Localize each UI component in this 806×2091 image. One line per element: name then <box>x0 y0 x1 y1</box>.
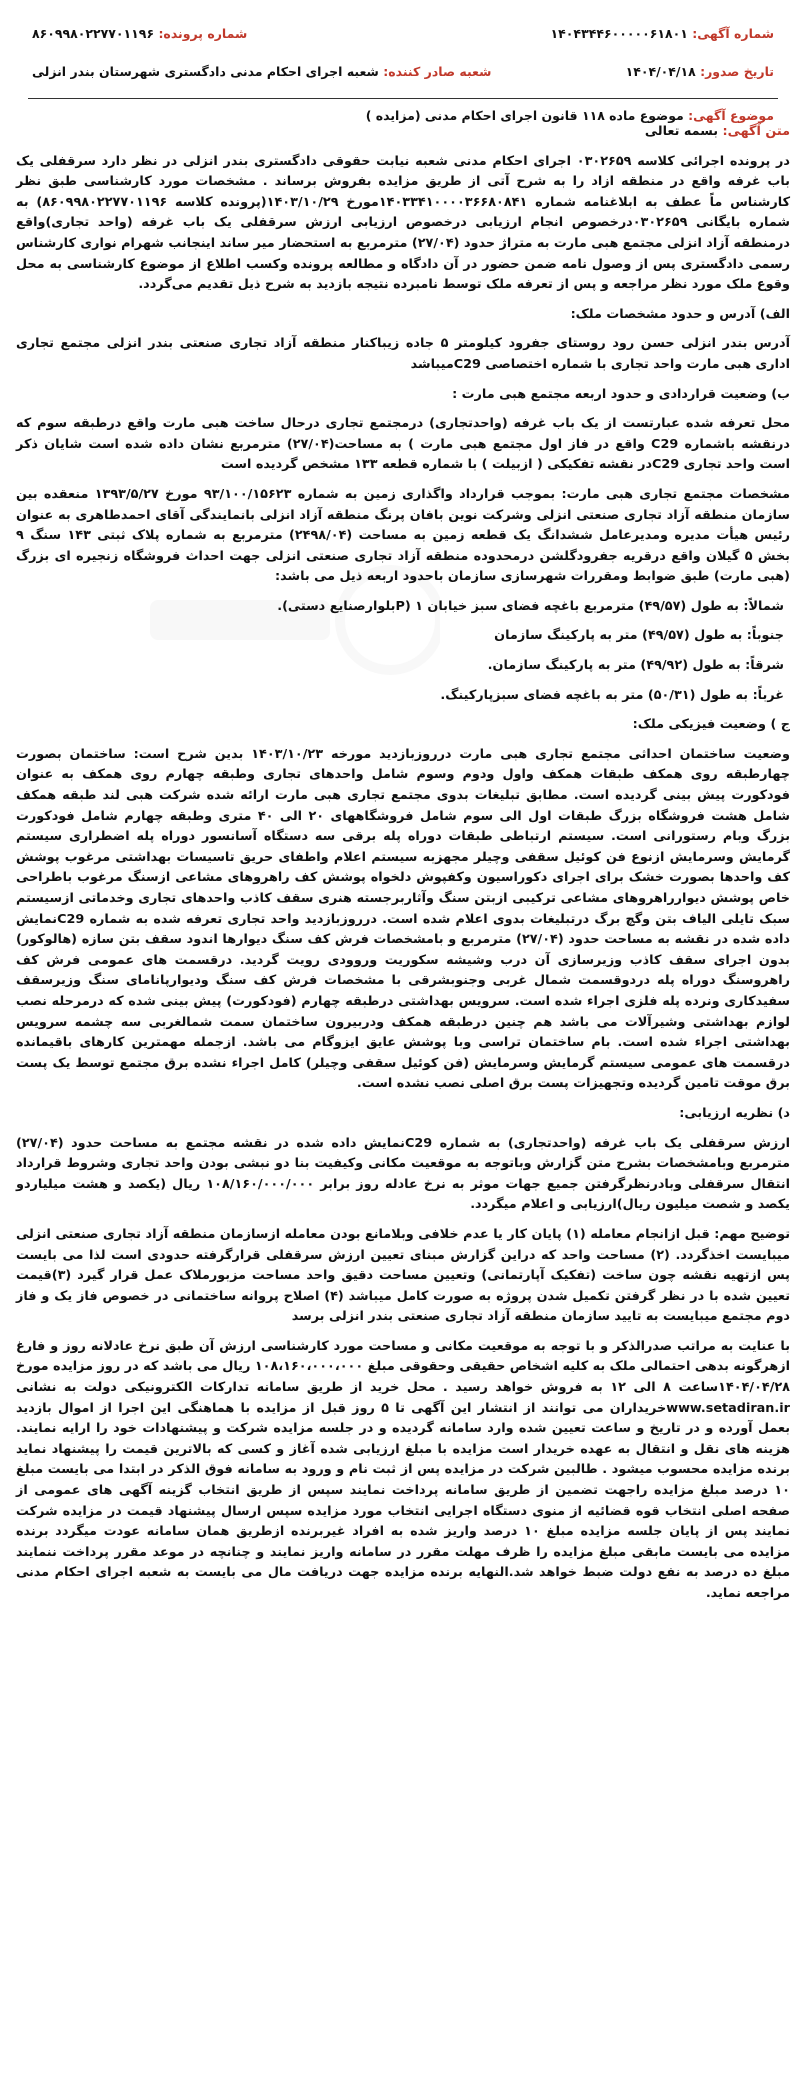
section-b-title: ب) وضعیت قراردادی و حدود اربعه مجتمع هبی مارت : <box>452 386 790 402</box>
closing-paragraph: با عنایت به مراتب صدرالذکر و با توجه به موقعیت مکانی و مساحت مورد کارشناسی ارزش آن طبق نرخ عادلانه روز و فارغ ازهرگونه بدهی احتمالی ملک به کلیه اشخاص حقیقی وحقوقی مبلغ ۱۰۸،۱۶۰،۰۰۰،۰۰۰ ریال می باشد که در روز مزایده مورخ ۱۴۰۴/۰۴/۲۸ساعت ۸ الی ۱۲ به فروش خواهد رسید . محل خرید از طریق سامانه تدارکات الکترونیکی دولت به نشانی www.setadiran.irخریداران می توانند از انتشار این آگهی تا ۵ روز قبل از مزایده با هماهنگی این اجرا از اموال بازدید بعمل آورده و در تاریخ و ساعت تعیین شده وارد سامانه گردیده و در جلسه مزایده شرکت و پیشنهادات خود را ارایه نمایند. هزینه های نقل و انتقال به عهده خریدار است مزایده با مبلغ ارزیابی شده آغاز و کسی که بالاترین قیمت را پیشنهاد نماید برنده مزایده محسوب میشود . طالبین شرکت در مزایده پس از ثبت نام و ورود به سامانه فوق الذکر در ابتدا می بایست مبلغ ۱۰ درصد مبلغ مزایده راجهت تضمین از طریق سامانه پرداخت نمایند سپس از طریق انتخاب گزینه آگهی های عمومی از صفحه اصلی انتخاب قوه قضائیه از منوی دستگاه اجرایی انتخاب مورد مزایده سپس ارسال پیشنهاد قیمت در مزایده شرکت نمایند پس از پایان جلسه مزایده مبلغ ۱۰ درصد واریز شده به افراد غیربرنده ازطریق همان سامانه عودت میگردد برنده مزایده می بایست مابقی مبلغ مزایده را ظرف مهلت مقرر در سامانه واریز نمایند و چنانچه در موعد مقرر پرداخت ننمایند مبلغ ده درصد به نفع دولت ضبط خواهد شد.النهایه برنده مزایده جهت دریافت مال می بایست به شعبه اجرای احکام مدنی مراجعه نماید. <box>16 1338 791 1601</box>
ad-number-label: شماره آگهی: <box>692 26 774 41</box>
notice-header <box>16 16 790 126</box>
issue-date-value: ۱۴۰۴/۰۴/۱۸ <box>625 64 696 79</box>
subject-label: موضوع آگهی: <box>688 108 774 123</box>
case-number <box>32 26 247 41</box>
header-divider <box>28 98 778 99</box>
issue-date-label: تاریخ صدور: <box>700 64 774 79</box>
ad-number <box>551 26 774 41</box>
bound-north: شمالاً: به طول (۴۹/۵۷) مترمربع باغچه فضای سبز خیابان ۱ (Pبلوارصنایع دستی). <box>277 598 784 614</box>
case-number-value: ۸۶۰۹۹۸۰۲۲۷۷۰۱۱۹۶ <box>32 26 155 41</box>
bound-west: غرباً: به طول (۵۰/۳۱) متر به باغچه فضای سبزپارکینگ. <box>440 687 784 703</box>
notice-body <box>16 122 790 1614</box>
section-a-body: آدرس بندر انزلی حسن رود روستای جفرود کیلومتر ۵ جاده زیباکنار منطقه آزاد تجاری صنعتی بندر انزلی مجتمع تجاری اداری هبی مارت واحد تجاری با شماره اختصاصی C29میباشد <box>16 336 790 372</box>
intro-paragraph: در پرونده اجرائی کلاسه ۰۳۰۲۶۵۹ اجرای احکام مدنی شعبه نیابت حقوقی دادگستری بندر انزلی در نظر دارد سرقفلی یک باب غرفه واقع در منطقه ازاد را به شرح آتی از طریق مزایده بفروش برساند . مشخصات مورد کارشناسی طبق نظر کارشناس ماً عطف به ابلاغنامه شماره ۱۴۰۳۳۴۱۰۰۰۰۳۶۶۸۰۸۴۱مورخ ۱۴۰۳/۱۰/۲۹(پرونده کلاسه ۸۶۰۹۹۸۰۲۲۷۷۰۱۱۹۶) به شماره بایگانی ۰۳۰۲۶۵۹درخصوص انجام ارزیابی درخصوص ارزیابی ارزش سرقفلی یک باب غرفه (واحد تجاری)واقع درمنطقه آزاد انزلی مجتمع هبی مارت به متراژ حدود (۲۷/۰۴) مترمربع به استحضار میر ساند اینجانب شهرام نواری کارشناس رسمی دادگستری پس از وصول نامه ضمن حضور در آن دادگاه و مطالعه پرونده وکسب اطلاع از موضوع کارشناسی به محل وقوع ملک مورد نظر مراجعه و پس از تعرفه ملک توسط نامبرده نتیجه بازدید به شرح ذیل تقدیم می‌گردد. <box>16 153 791 293</box>
section-c-body: وضعیت ساختمان احداثی مجتمع تجاری هبی مارت درروزبازدید مورخه ۱۴۰۳/۱۰/۲۳ بدین شرح است: ساختمان بصورت چهارطبقه روی همکف طبقات همکف واول ودوم وسوم شامل واحدهای تجاری وطبقه چهارم روی همکف به عنوان فودکورت پیش بینی گردیده است. مطابق تبلیغات بدوی مجتمع تجاری هبی مارت ارائه شده شرکت هبی لند طبقه همکف شامل هشت فروشگاه بزرگ طبقات اول الی سوم شامل فروشگاههای ۲۰ الی ۴۰ متری وطبقه چهارم شامل فودکورت بزرگ وبام رستورانی است. سیستم ارتباطی طبقات دوراه پله برقی سه دستگاه آسانسور دوراه پله اضطراری سیستم گرمایش وسرمایش ازنوع فن کوئیل سقفی وچیلر مجهزبه سیستم اعلام واطفای حریق تاسیسات بهداشتی مرغوب پوشش کف واحدها بصورت خشک برای اجرای دکوراسیون وکفپوش دلخواه پوشش کف راهروهای مشاعی ازسنگ مرغوب باطراحی خاص پوشش دیوارراهروهای مشاعی ترکیبی ازبتن سنگ وآثاربرجسته هنری سقف کاذب واحدهای تجاری وخدماتی ازسیستم سبک تایلی الیاف بتن وگچ برگ درتبلیغات بدوی اعلام شده است. درروزبازدید واحد تجاری تعرفه شده به شماره C29نمایش داده شده در نقشه به مساحت حدود (۲۷/۰۴) مترمربع و بامشخصات فرش کف سنگ دیوارها اندود سقف بتن سازه (هالوکور) بدون اجرای سقف کاذب وزیرسازی آن درب وشیشه سکوریت وروودی رویت گردید. درقسمت های عمومی فرش کف راهروسنگ دوراه پله دردوقسمت شمال غربی وجنوبشرقی با مشخصات فرش کف سنگ ودیوارپانامای سنگ وزیرسقف سفیدکاری ونرده پله فلزی اجراء شده است. سرویس بهداشتی درطبقه چهارم (فودکورت) پیش بینی شده که درمرحله نصب لوازم بهداشتی وشیرآلات می باشد هم چنین درطبقه همکف ودربیرون ساختمان سمت شمالغربی سه چشمه سرویس بهداشتی اجراء شده است. بام ساختمان تراسی وبا پوشش عایق ایزوگام می باشد. ازجمله مهمترین کارهای باقیمانده درقسمت های عمومی سیستم گرمایش وسرمایش (فن کوئیل سقفی وچیلر) کامل اجراء نشده برق مجتمع توسط یک پست برق موقت تامین گردیده وتجهیزات پست برق اصلی نصب نشده است. <box>16 746 790 1092</box>
case-number-label: شماره پرونده: <box>158 26 248 41</box>
important-note: توضیح مهم: قبل ازانجام معامله (۱) پایان کار یا عدم خلافی وبلامانع بودن معامله ازسازمان منطقه آزاد تجاری صنعتی انزلی میبایست اخذگردد. (۲) مساحت واحد که دراین گزارش مبنای تعیین ارزش سرقفلی قرارگرفته حدودی است لذا می بایست پس ازتهیه نقشه چون ساخت (تفکیک آپارتمانی) وتعیین مساحت دقیق واحد مساحت مزبورملاک عمل قرار گیرد (۳)قیمت تعیین شده با در نظر گرفتن تکمیل شدن پروژه به صورت کامل میباشد (۴) اصلاح پروانه ساختمانی در خصوص فاز یک و فاز دوم مجتمع میبایست به تایید سازمان منطقه آزاد تجاری صنعتی بندر انزلی برسد <box>16 1226 791 1325</box>
text-heading-label: متن آگهی: <box>722 124 790 139</box>
complex-spec-paragraph: مشخصات مجتمع تجاری هبی مارت: بموجب قرارداد واگذاری زمین به شماره ۹۳/۱۰۰/۱۵۶۲۳ مورخ ۱۳۹۳/۵/۲۷ منعقده بین سازمان منطقه آزاد تجاری صنعتی انزلی وشرکت نوین بافان پرنگ منطقه آزاد انزلی بانمایندگی آقای احمدطاهری به عنوان رئیس هیأت مدیره ومدیرعامل ششدانگ یک قطعه زمین به مساحت (۲۴۹۸/۰۴) مترمربع به شماره پلاک ثبتی ۱۴۳ سنگ ۹ بخش ۵ گیلان واقع درقریه جفرودگلشن درمحدوده منطقه آزاد تجاری صنعتی انزلی جهت احداث فروشگاه زنجیره ای بزرگ (هبی مارت) طبق ضوابط ومقررات شهرسازی سازمان باحدود اربعه ذیل می باشد: <box>16 486 790 585</box>
section-d-title: د) نظریه ارزیابی: <box>679 1105 790 1121</box>
section-a-title: الف) آدرس و حدود مشخصات ملک: <box>570 306 790 322</box>
section-d-body: ارزش سرقفلی یک باب غرفه (واحدتجاری) به شماره C29نمایش داده شده در نقشه مجتمع به مساحت حدود (۲۷/۰۴) مترمربع وبامشخصات بشرح متن گزارش وباتوجه به موقعیت مکانی وکیفیت بنا دو نبشی بودن واحد تجاری وشروط قرارداد انتقال سرقفلی وبادرنظرگرفتن جمیع جهات موثر به نرخ عادله روز برابر ۱۰۸/۱۶۰/۰۰۰/۰۰۰ ریال (یکصد و هشت میلیاردو یکصد و شصت میلیون ریال)ارزیابی و اعلام میگردد. <box>16 1135 791 1213</box>
issue-date <box>626 64 774 79</box>
issuing-branch-label: شعبه صادر کننده: <box>383 64 492 79</box>
section-b-body: محل تعرفه شده عبارتست از یک باب غرفه (واحدتجاری) درمجتمع تجاری درحال ساخت هبی مارت واقع درطبقه سوم که درنقشه باشماره C29 واقع در فاز اول مجتمع هبی مارت ) به مساحت(۲۷/۰۴) مترمربع نشان داده شده است شایان ذکر است واحد تجاری C29در نقشه تفکیکی ( ازبیلت ) با شماره قطعه ۱۳۳ مشخص گردیده است <box>16 416 790 473</box>
issuing-branch-value: شعبه اجرای احکام مدنی دادگستری شهرستان بندر انزلی <box>32 64 379 79</box>
text-heading-value: بسمه تعالی <box>644 124 719 139</box>
subject <box>366 108 774 123</box>
section-c-title: ج ) وضعیت فیزیکی ملک: <box>632 717 790 733</box>
bound-east: شرقاً: به طول (۴۹/۹۲) متر به پارکینگ سازمان. <box>487 658 784 674</box>
ad-number-value: ۱۴۰۴۳۴۴۶۰۰۰۰۰۶۱۸۰۱ <box>550 26 688 41</box>
text-heading <box>16 122 790 143</box>
issuing-branch <box>32 64 491 79</box>
bound-south: جنوباً: به طول (۴۹/۵۷) متر به پارکینگ سازمان <box>494 628 784 644</box>
subject-value: موضوع ماده ۱۱۸ قانون اجرای احکام مدنی (مزایده ) <box>365 108 684 123</box>
